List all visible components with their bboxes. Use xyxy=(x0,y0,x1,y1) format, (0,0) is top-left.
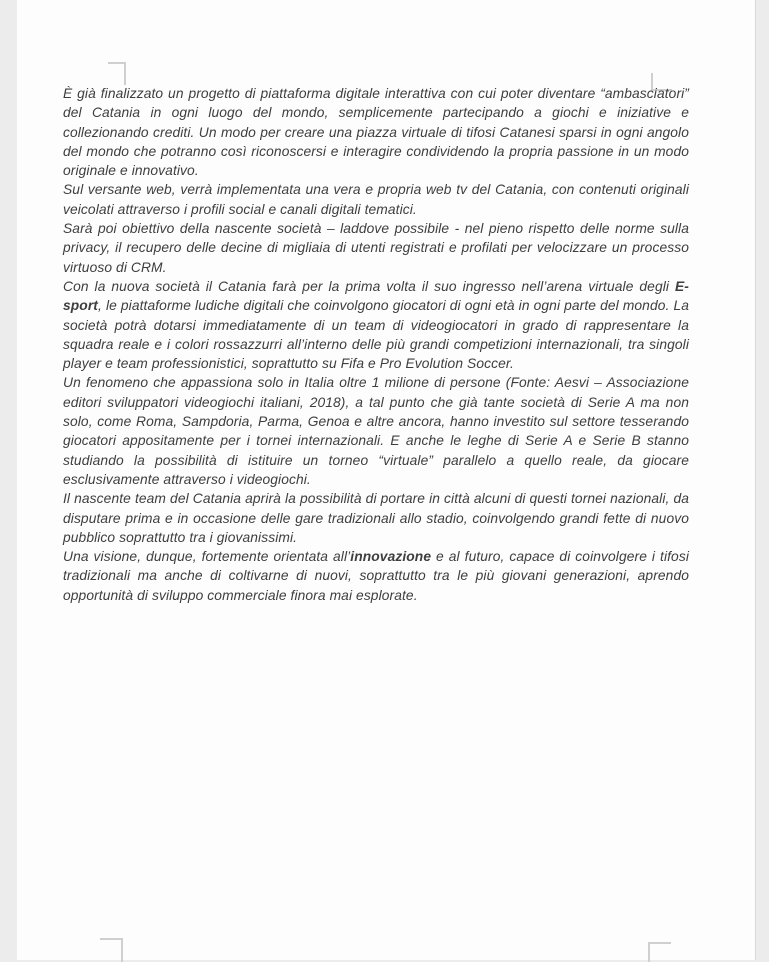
document-text xyxy=(63,84,689,605)
text-run: e al futuro, capace di coinvolgere i tifosi tradizionali ma anche di coltivarne di nuovi, soprattutto tra le più giovani generazioni, aprendo opportunità di sviluppo commerciale finora mai esplorate. xyxy=(63,549,689,603)
paragraph xyxy=(63,84,689,180)
text-run: Sul versante web, verrà implementata una vera e propria web tv del Catania, con contenuti originali veicolati attraverso i profili social e canali digitali tematici. xyxy=(63,182,689,217)
paragraph xyxy=(63,373,689,489)
text-run: Sarà poi obiettivo della nascente società – laddove possibile - nel pieno rispetto delle norme sulla privacy, il recupero delle decine di migliaia di utenti registrati e profilati per velocizzare un processo virtuoso di CRM. xyxy=(63,221,689,275)
text-run: È già finalizzato un progetto di piattaforma digitale interattiva con cui poter diventare “ambasciatori” del Catania in ogni luogo del mondo, semplicemente partecipando a giochi e iniziative e collezionando crediti. Un modo per creare una piazza virtuale di tifosi Catanesi sparsi in ogni angolo del mondo che potranno così riconoscersi e interagire condividendo la propria passione in un modo originale e innovativo. xyxy=(63,86,689,179)
bold-text-run: E-sport xyxy=(63,278,689,314)
paragraph xyxy=(63,547,689,605)
text-run: , le piattaforme ludiche digitali che coinvolgono giocatori di ogni età in ogni parte del mondo. La società potrà dotarsi immediatamente di un team di videogiocatori in grado di rappresentare la squadra reale e i colori rossazzurri all’interno delle più grandi competizioni internazionali, tra singoli player e team professionistici, soprattutto su Fifa e Pro Evolution Soccer. xyxy=(63,298,689,372)
text-run: Un fenomeno che appassiona solo in Italia oltre 1 milione di persone (Fonte: Aesvi – Associazione editori sviluppatori videogiochi italiani, 2018), a tal punto che già tante società di Serie A ma non solo, come Roma, Sampdoria, Parma, Genoa e altre ancora, hanno investito sul settore tesserando giocatori appositamente per i tornei internazionali. E anche le leghe di Serie A e Serie B stanno studiando la possibilità di istituire un torneo “virtuale” parallelo a quello reale, da giocare esclusivamente attraverso i videogiochi. xyxy=(63,375,689,487)
bold-text-run: innovazione xyxy=(350,549,432,565)
paragraph xyxy=(63,180,689,219)
text-run: Il nascente team del Catania aprirà la possibilità di portare in città alcuni di questi tornei nazionali, da disputare prima e in occasione delle gare tradizionali allo stadio, coinvolgendo grandi fette di nuovo pubblico soprattutto tra i giovanissimi. xyxy=(63,491,689,545)
paragraph xyxy=(63,277,689,373)
text-run: Una visione, dunque, fortemente orientata all’ xyxy=(63,549,351,565)
paragraph xyxy=(63,219,689,277)
text-run: Con la nuova società il Catania farà per la prima volta il suo ingresso nell’arena virtuale degli xyxy=(63,278,675,294)
paragraph xyxy=(63,489,689,547)
